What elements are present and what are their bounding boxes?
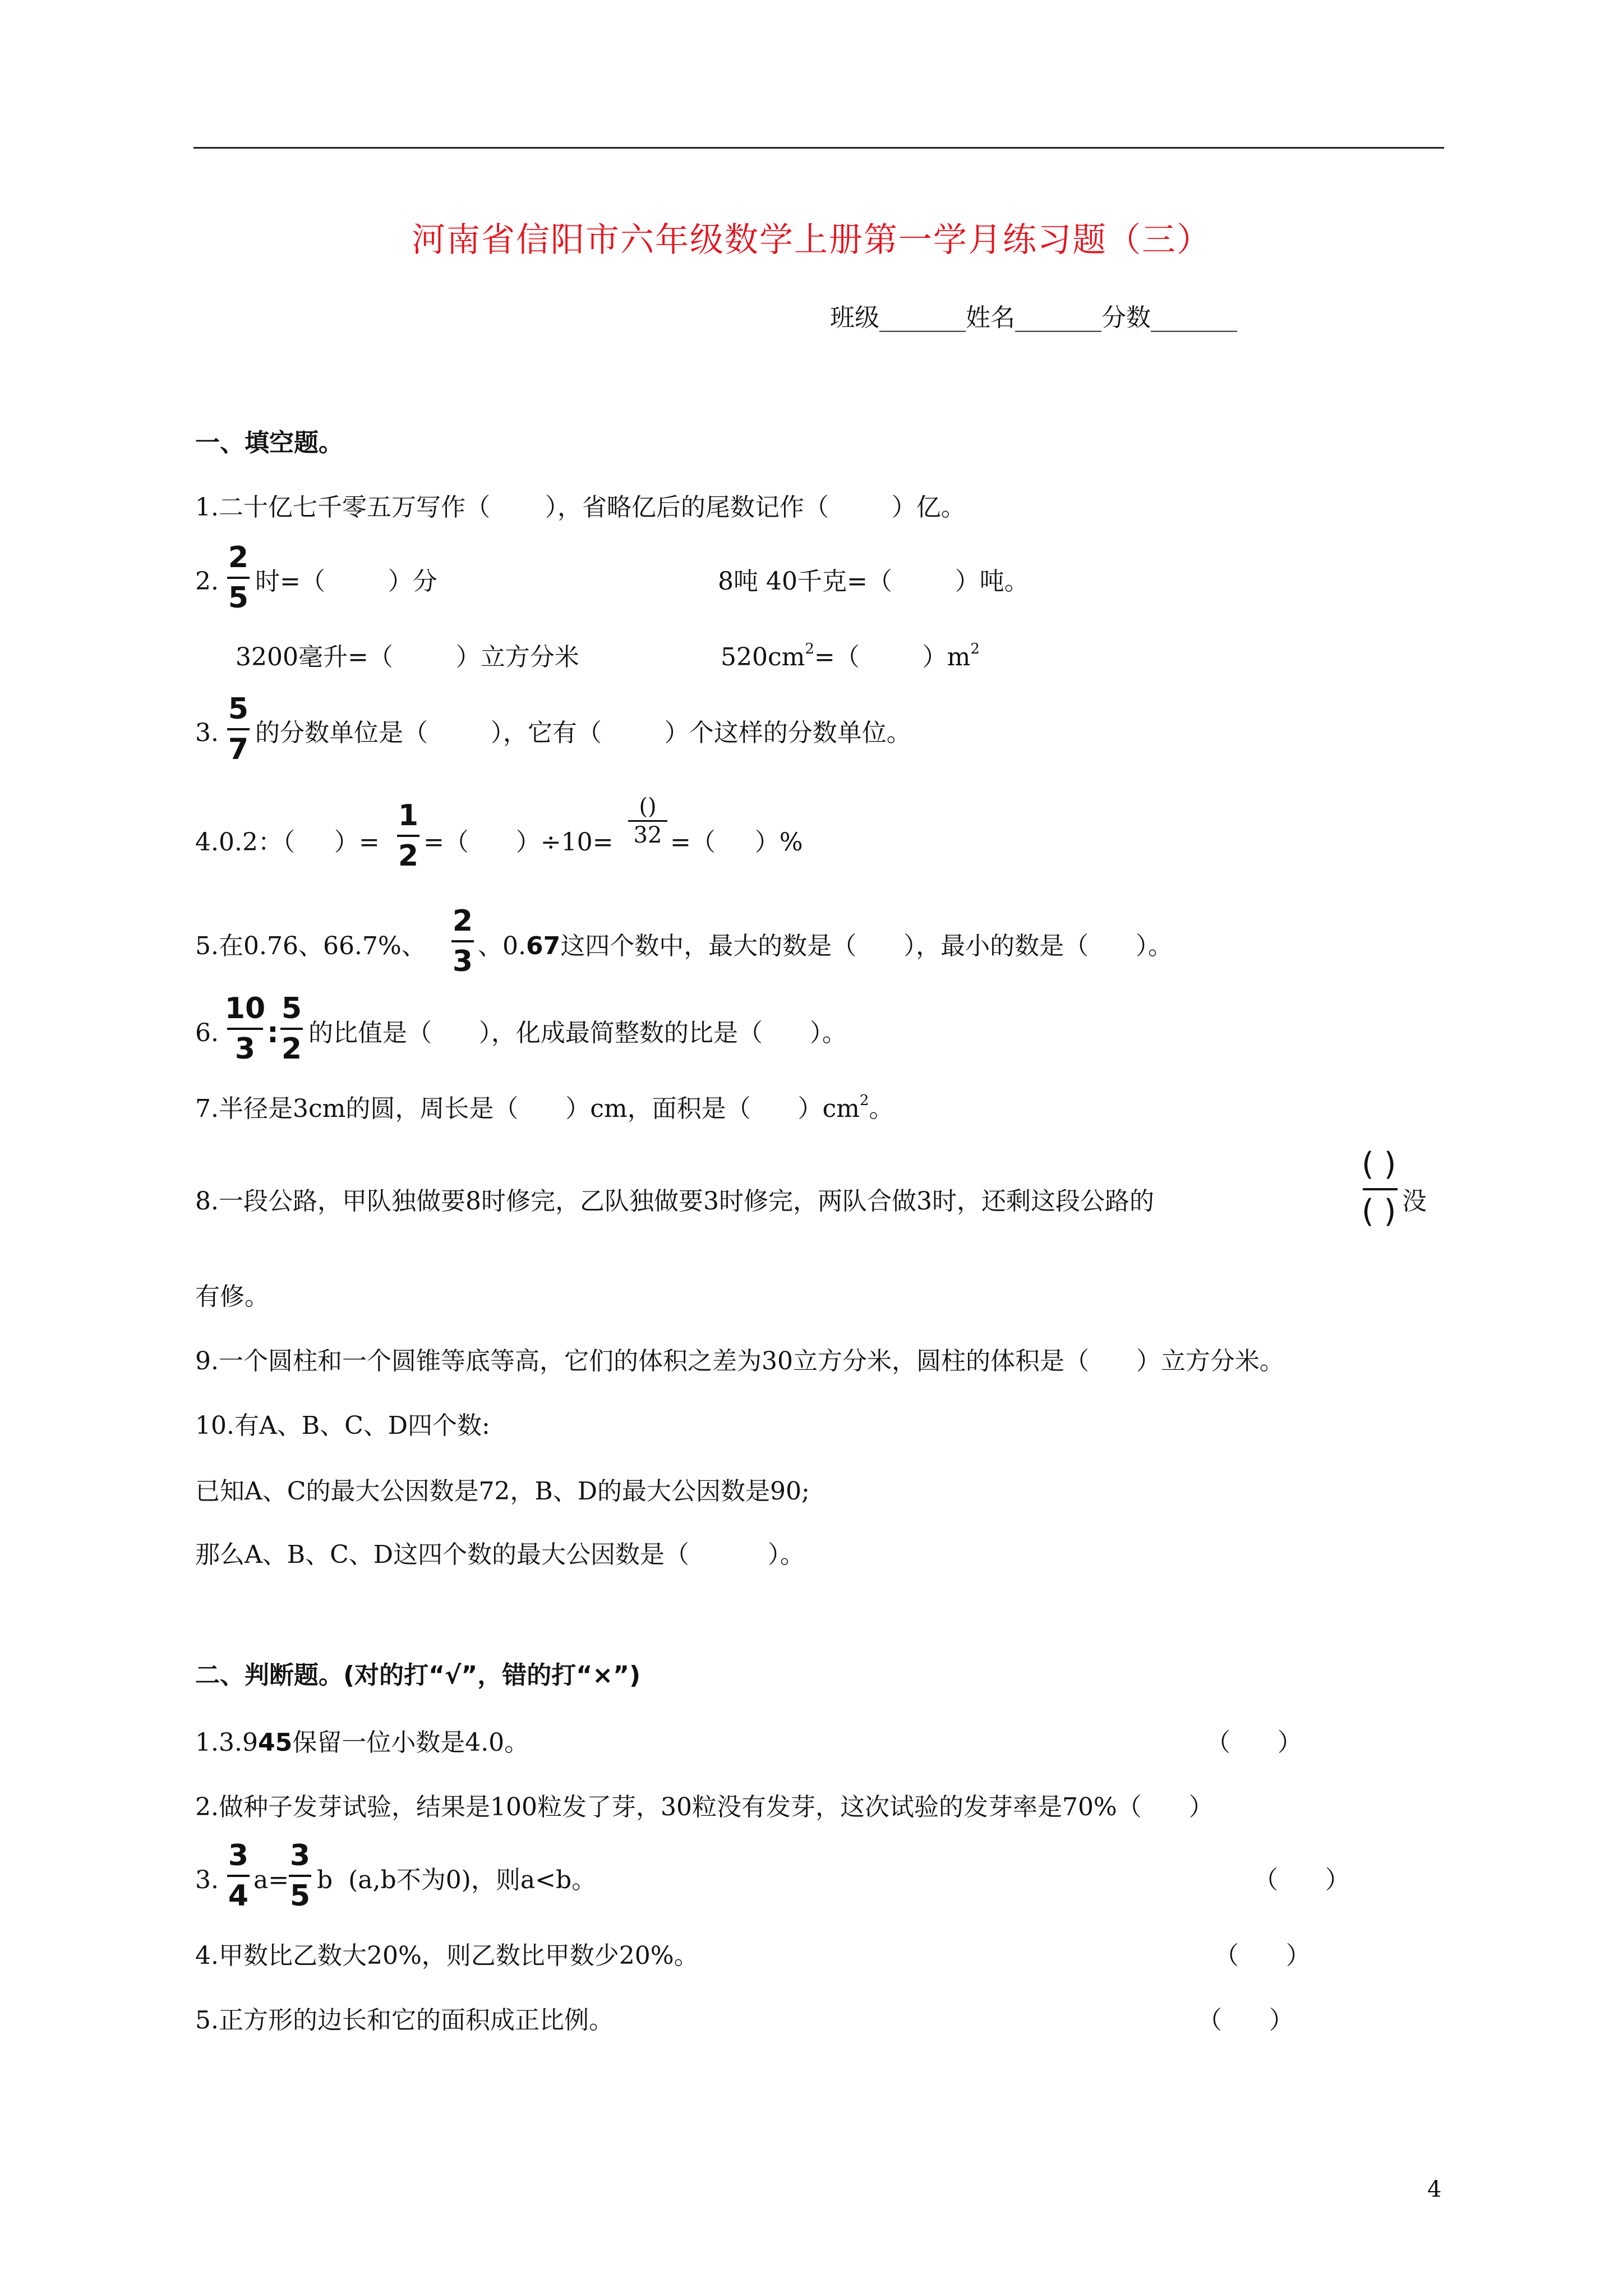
area-unit-text: 520cm (721, 643, 805, 671)
fraction-denominator: 2 (281, 1032, 302, 1066)
question-2-prefix: 2. (195, 567, 219, 596)
question-2-part-a: 时=（ ）分 (255, 567, 437, 596)
superscript-2: 2 (970, 641, 980, 657)
question-8-blank-denominator: ( ) (1362, 1193, 1396, 1230)
page-title: 河南省信阳市六年级数学上册第一学月练习题（三） (412, 220, 1211, 260)
superscript: 2 (859, 1092, 869, 1109)
judge-2: 2.做种子发芽试验，结果是100粒发了芽，30粒没有发芽，这次试验的发芽率是70%（ ） (195, 1793, 1214, 1821)
page-number: 4 (1427, 2177, 1442, 2202)
section2-heading: 二、判断题。(对的打“√”，错的打“×”) (195, 1661, 641, 1690)
judge-3-fraction-1 (227, 1841, 250, 1911)
fraction-bar (227, 728, 250, 730)
question-3-fraction (227, 694, 250, 764)
question-7-text: 7.半径是3cm的圆，周长是（ ）cm，面积是（ ）cm (195, 1094, 860, 1123)
question-8-suffix: 没 (1402, 1187, 1427, 1216)
fraction-numerator: 2 (228, 541, 249, 574)
fraction-numerator: 5 (228, 692, 249, 726)
question-8-text: 8.一段公路，甲队独做要8时修完，乙队独做要3时修完，两队合做3时，还剩这段公路的 (195, 1187, 1154, 1216)
judge-3-middle: a= (253, 1866, 289, 1894)
question-7-end: 。 (869, 1094, 894, 1123)
question-7 (195, 1092, 894, 1123)
fraction-denominator: 32 (633, 822, 662, 848)
question-3-prefix: 3. (195, 719, 219, 747)
judge-3-fraction-2 (289, 1841, 311, 1911)
ratio-colon: : (267, 1016, 279, 1050)
judge-1-text: 保留一位小数是4.0。 (292, 1728, 529, 1757)
student-info-line: 班级_______姓名_______分数_______ (830, 303, 1237, 332)
fraction-denominator: 7 (228, 733, 249, 766)
question-8-continued: 有修。 (195, 1282, 269, 1311)
fraction-bar (289, 1875, 311, 1877)
question-6-prefix: 6. (195, 1019, 219, 1047)
fraction-denominator: 5 (289, 1879, 311, 1913)
question-2-part-b: 8吨 40千克=（ ）吨。 (718, 567, 1029, 596)
question-5-fraction (451, 904, 474, 978)
question-4-part-b: =（ ）÷10= (423, 828, 614, 857)
fraction-bar (1363, 1188, 1398, 1190)
question-5-tail: 这四个数中，最大的数是（ ），最小的数是（ ）。 (560, 932, 1173, 960)
question-4-fraction-2 (628, 795, 667, 846)
question-10-line-2: 已知A、C的最大公因数是72，B、D的最大公因数是90; (195, 1477, 810, 1506)
judge-4-answer-blank: （ ） (1214, 1941, 1311, 1970)
fraction-numerator: 5 (281, 992, 302, 1025)
fraction-numerator: 3 (289, 1839, 311, 1872)
fraction-bar (280, 1028, 303, 1030)
judge-5-answer-blank: （ ） (1197, 2006, 1294, 2035)
question-6-fraction-1 (224, 992, 266, 1066)
superscript: 2 (805, 641, 814, 657)
question-6-fraction-2 (280, 994, 303, 1064)
question-10: 10.有A、B、C、D四个数: (195, 1411, 490, 1440)
question-6-text: 的比值是（ ），化成最简整数的比是（ ）。 (308, 1019, 847, 1047)
fraction-denominator: 5 (228, 581, 249, 615)
header-rule (193, 147, 1444, 149)
judge-5: 5.正方形的边长和它的面积成正比例。 (195, 2006, 614, 2035)
judge-3-prefix: 3. (195, 1866, 219, 1894)
fraction-bar (227, 577, 250, 579)
judge-3-answer-blank: （ ） (1253, 1866, 1350, 1894)
question-4-part-a: 4.0.2：（ ）= (195, 828, 380, 857)
fraction-numerator: 10 (224, 992, 266, 1025)
question-2-part-c: 3200毫升=（ ）立方分米 (236, 643, 579, 671)
fraction-denominator: 2 (398, 839, 419, 873)
question-3-text: 的分数单位是（ ），它有（ ）个这样的分数单位。 (255, 719, 911, 747)
question-4-fraction (397, 801, 419, 871)
fraction-denominator: 3 (452, 945, 473, 978)
fraction-numerator: 2 (452, 904, 473, 938)
judge-1-digits: 45 (257, 1728, 293, 1757)
question-1: 1.二十亿七千零五万写作（ ），省略亿后的尾数记作（ ）亿。 (195, 493, 966, 522)
question-2-part-d (721, 641, 980, 671)
judge-4: 4.甲数比乙数大20%，则乙数比甲数少20%。 (195, 1941, 699, 1970)
judge-1-number: 1.3.9 (195, 1728, 258, 1757)
question-8-blank-numerator: ( ) (1362, 1146, 1396, 1182)
fraction-numerator: () (639, 794, 657, 820)
judge-1 (195, 1728, 529, 1757)
fraction-denominator: 4 (228, 1879, 249, 1913)
area-unit-text-2: =（ ）m (814, 643, 971, 671)
question-2-fraction (227, 543, 250, 613)
fraction-bar (397, 835, 419, 837)
question-5-part-b (478, 934, 1173, 959)
fraction-denominator: 3 (234, 1032, 256, 1066)
fraction-bar (451, 940, 474, 942)
fraction-bar (227, 1028, 263, 1030)
question-9: 9.一个圆柱和一个圆锥等底等高，它们的体积之差为30立方分米，圆柱的体积是（ ）立方分米。 (195, 1347, 1284, 1375)
judge-1-answer-blank: （ ） (1206, 1728, 1302, 1757)
question-10-line-3: 那么A、B、C、D这四个数的最大公因数是（ ）。 (195, 1540, 805, 1569)
fraction-numerator: 1 (398, 799, 419, 832)
judge-3-text: b (a,b不为0)，则a<b。 (317, 1866, 597, 1894)
section1-heading: 一、填空题。 (195, 429, 343, 457)
fraction-bar (628, 820, 667, 822)
repeating-digits: 67 (525, 932, 561, 960)
decimal-text: 、0. (478, 932, 526, 960)
question-5-part-a: 5.在0.76、66.7%、 (195, 932, 426, 960)
fraction-numerator: 3 (228, 1839, 249, 1872)
fraction-bar (227, 1875, 250, 1877)
question-4-part-c: =（ ）% (670, 828, 803, 857)
